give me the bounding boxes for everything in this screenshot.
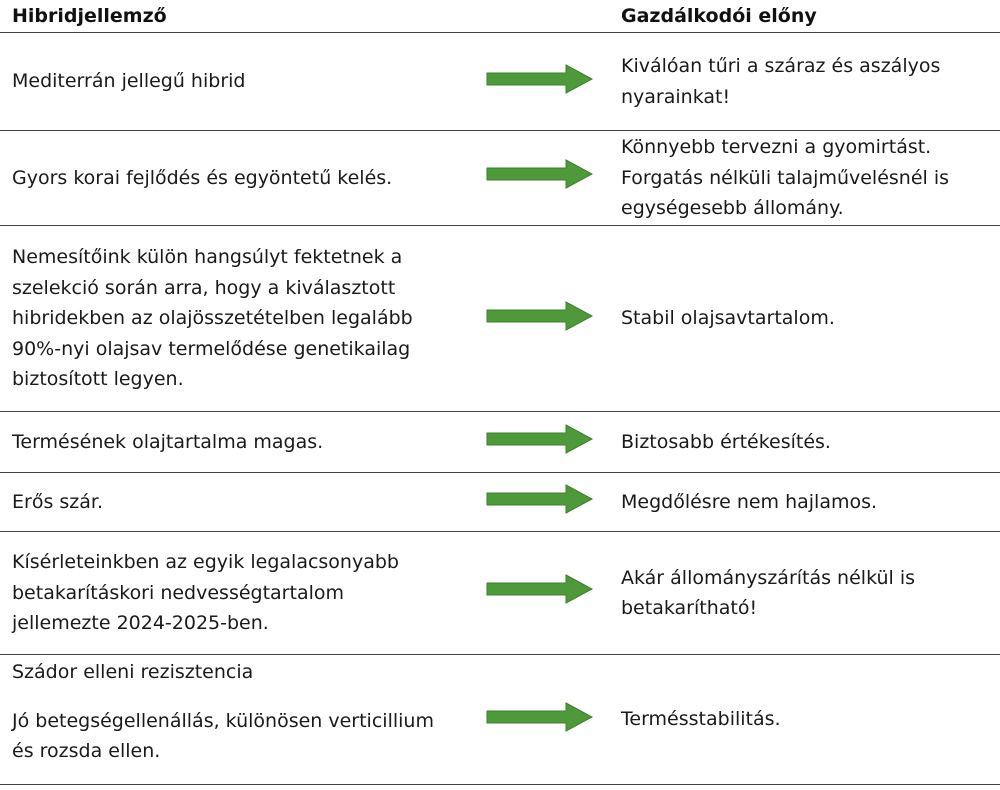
trait-cell xyxy=(12,532,467,654)
table-header xyxy=(0,0,1000,33)
benefit-line: betakarítható! xyxy=(621,597,758,619)
trait-heading: Szádor elleni rezisztencia xyxy=(12,661,254,683)
trait-line: Gyors korai fejlődés és egyöntetű kelés. xyxy=(12,166,393,189)
right-arrow-icon xyxy=(486,574,594,604)
benefit-line: Biztosabb értékesítés. xyxy=(621,430,831,453)
trait-line: betakarításkori nedvességtartalom xyxy=(12,581,344,604)
right-arrow-icon xyxy=(486,301,594,331)
right-arrow-icon xyxy=(486,702,594,732)
benefit-cell xyxy=(621,412,991,472)
table-row xyxy=(0,473,1000,532)
right-arrow-icon xyxy=(486,424,594,454)
right-arrow-icon xyxy=(486,64,594,94)
benefit-cell xyxy=(621,655,991,784)
benefit-line: Forgatás nélküli talajművelésnél is xyxy=(621,166,950,189)
trait-cell xyxy=(12,412,467,472)
trait-cell xyxy=(12,131,467,225)
trait-line: jellemezte 2024-2025-ben. xyxy=(12,612,269,635)
table-row xyxy=(0,532,1000,655)
spacer xyxy=(12,688,467,706)
trait-line: Mediterrán jellegű hibrid xyxy=(12,70,246,93)
trait-line: hibridekben az olajösszetételben legalább xyxy=(12,307,413,330)
table-row xyxy=(0,33,1000,131)
trait-line: 90%-nyi olajsav termelődése genetikailag xyxy=(12,337,411,360)
benefit-line: Stabil olajsavtartalom. xyxy=(621,307,835,330)
benefit-cell xyxy=(621,33,991,130)
benefit-line: egységesebb állomány. xyxy=(621,197,844,220)
trait-line: Jó betegségellenállás, különösen verticillium xyxy=(12,709,434,732)
benefit-cell xyxy=(621,131,991,225)
right-arrow-icon xyxy=(486,484,594,514)
benefit-line: Kiválóan tűri a száraz és aszályos xyxy=(621,55,941,77)
trait-cell xyxy=(12,473,467,531)
trait-line: biztosított legyen. xyxy=(12,368,184,391)
benefit-line: Akár állományszárítás nélkül is xyxy=(621,566,916,589)
table-row xyxy=(0,655,1000,785)
table-row xyxy=(0,131,1000,226)
trait-cell xyxy=(12,655,467,784)
benefit-cell xyxy=(621,473,991,531)
trait-line: Erős szár. xyxy=(12,490,104,513)
benefit-cell xyxy=(621,226,991,411)
benefit-line: Könnyebb tervezni a gyomirtást. xyxy=(621,136,932,159)
trait-line: Kísérleteinkben az egyik legalacsonyabb xyxy=(12,551,399,574)
trait-cell xyxy=(12,226,467,411)
trait-line: Termésének olajtartalma magas. xyxy=(12,430,324,453)
table-row xyxy=(0,226,1000,412)
header-benefit: Gazdálkodói előny xyxy=(621,5,817,27)
header-trait: Hibridjellemző xyxy=(12,5,167,27)
trait-line: szelekció során arra, hogy a kiválasztott xyxy=(12,276,396,299)
trait-line: Nemesítőink külön hangsúlyt fektetnek a xyxy=(12,246,403,269)
trait-cell xyxy=(12,33,467,130)
benefit-line: Termésstabilitás. xyxy=(621,708,781,731)
table-row xyxy=(0,412,1000,473)
benefit-line: nyarainkat! xyxy=(621,85,731,108)
benefit-line: Megdőlésre nem hajlamos. xyxy=(621,490,878,513)
right-arrow-icon xyxy=(486,159,594,189)
benefit-cell xyxy=(621,532,991,654)
trait-line: és rozsda ellen. xyxy=(12,740,161,762)
